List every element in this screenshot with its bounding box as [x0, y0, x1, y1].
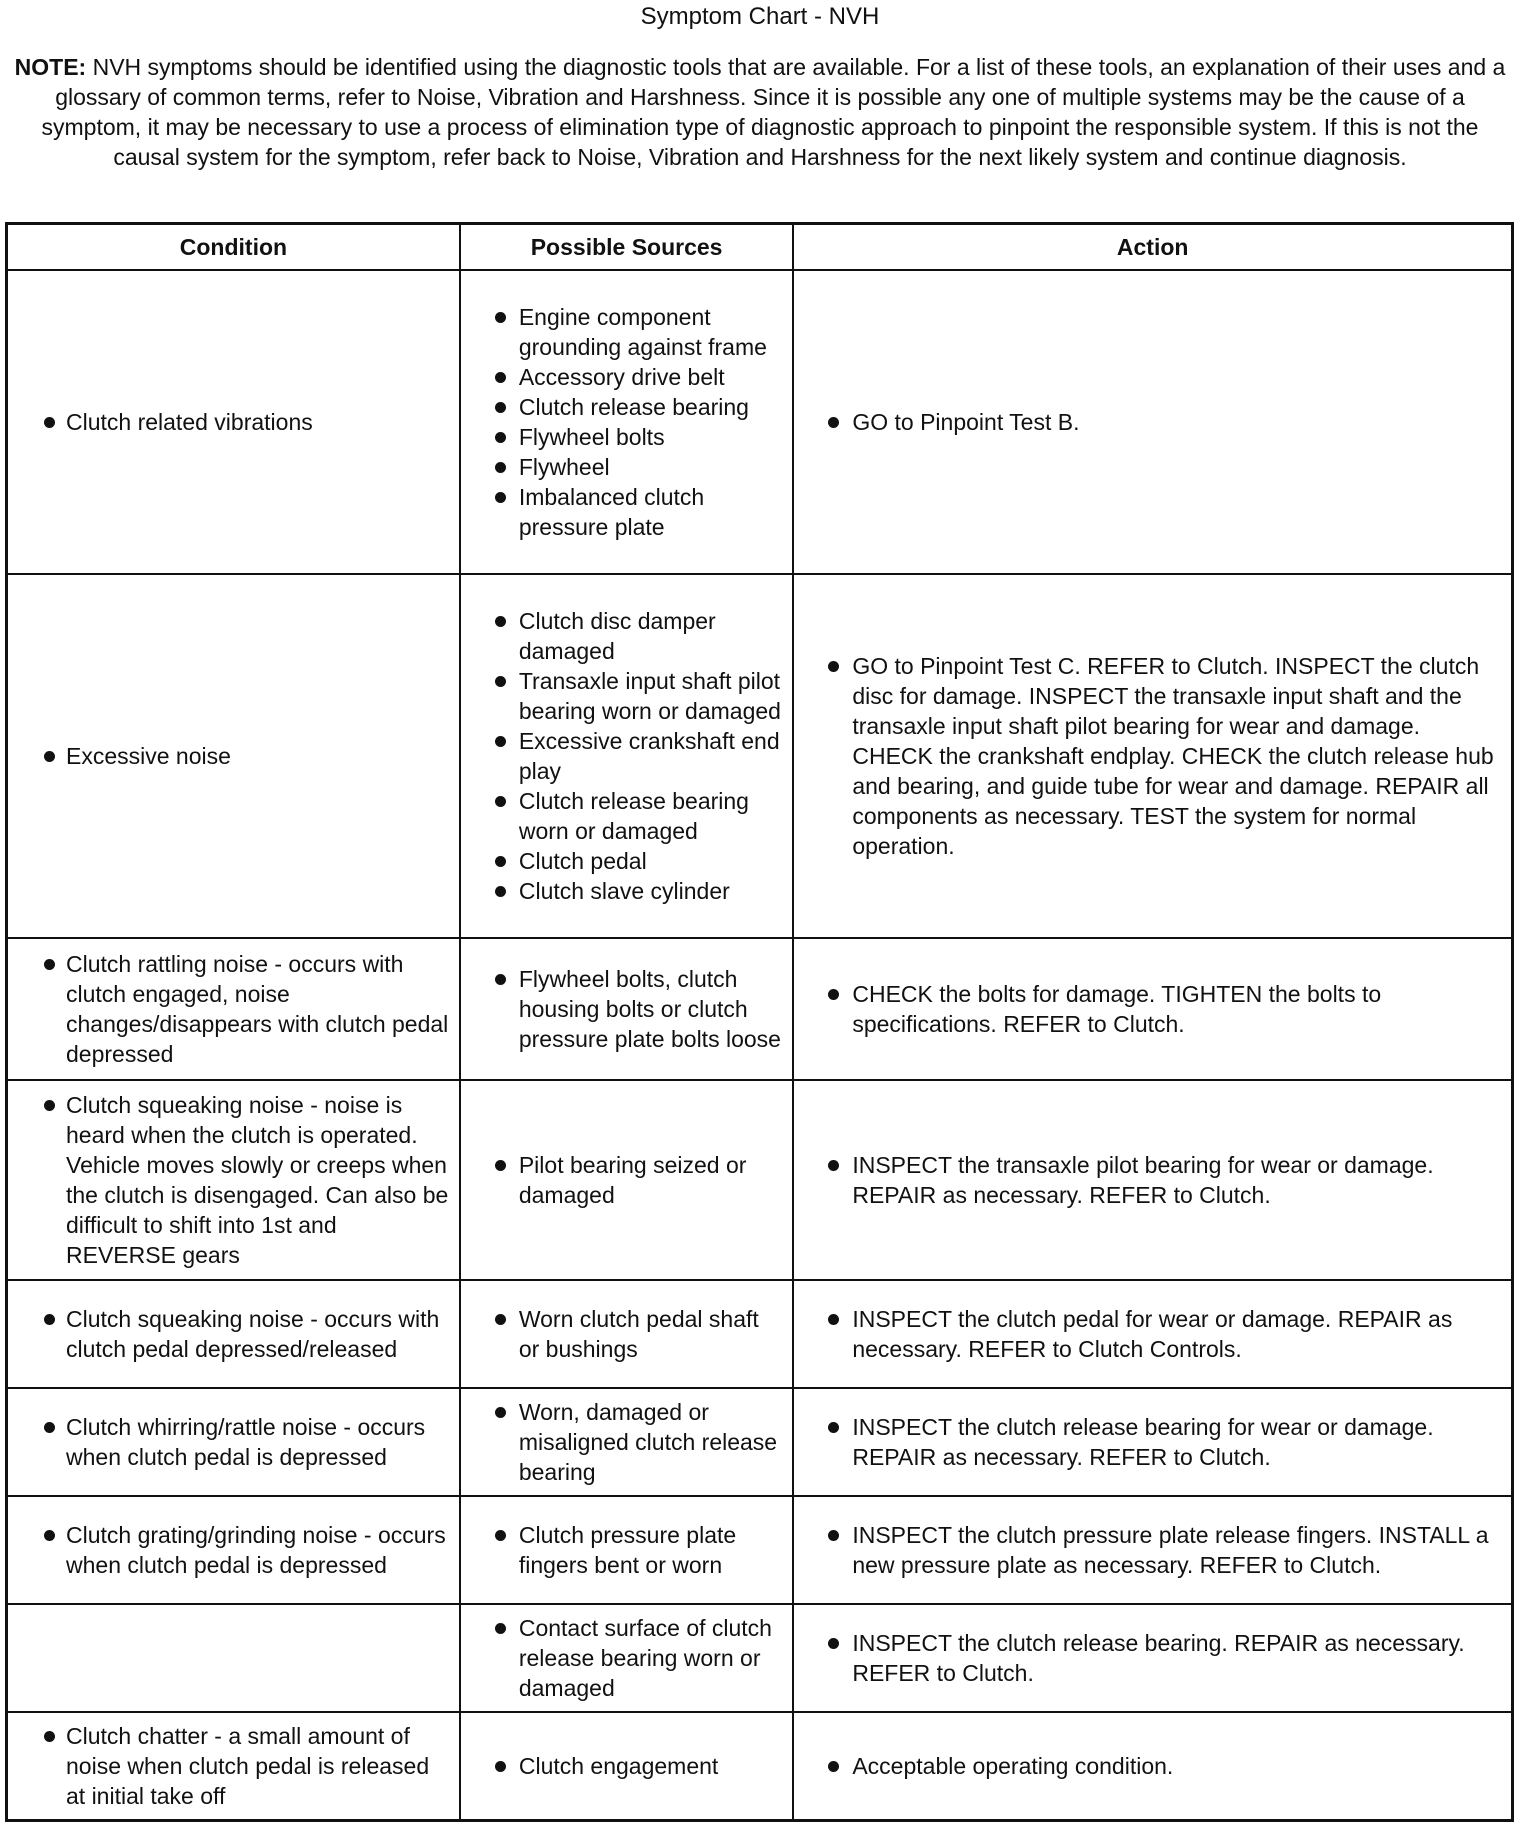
- source-item: Excessive crankshaft end play: [471, 726, 783, 786]
- possible-sources-cell: [460, 1080, 794, 1280]
- source-item: Flywheel bolts: [471, 422, 783, 452]
- symptom-chart-table: [5, 222, 1514, 1822]
- source-item: Worn, damaged or misaligned clutch release bearing: [471, 1397, 783, 1487]
- condition-text: Clutch whirring/rattle noise - occurs when clutch pedal is depressed: [18, 1412, 449, 1472]
- condition-cell: [7, 1604, 460, 1712]
- source-item: Flywheel bolts, clutch housing bolts or clutch pressure plate bolts loose: [471, 964, 783, 1054]
- action-text: INSPECT the clutch pressure plate release fingers. INSTALL a new pressure plate as necessary. REFER to Clutch.: [804, 1520, 1501, 1580]
- table-row: [7, 1604, 1513, 1712]
- condition-cell: [7, 1080, 460, 1280]
- source-item: Clutch pressure plate fingers bent or worn: [471, 1520, 783, 1580]
- table-row: [7, 938, 1513, 1080]
- condition-text: Clutch squeaking noise - occurs with clutch pedal depressed/released: [18, 1304, 449, 1364]
- condition-cell: [7, 938, 460, 1080]
- table-row: [7, 1712, 1513, 1820]
- source-item: Clutch slave cylinder: [471, 876, 783, 906]
- source-item: Transaxle input shaft pilot bearing worn or damaged: [471, 666, 783, 726]
- source-item: Clutch engagement: [471, 1751, 783, 1781]
- source-item: Clutch release bearing worn or damaged: [471, 786, 783, 846]
- possible-sources-cell: [460, 938, 794, 1080]
- source-item: Imbalanced clutch pressure plate: [471, 482, 783, 542]
- page-title: Symptom Chart - NVH: [640, 3, 880, 30]
- condition-cell: [7, 1280, 460, 1388]
- action-text: INSPECT the clutch pedal for wear or damage. REPAIR as necessary. REFER to Clutch Controls.: [804, 1304, 1501, 1364]
- action-text: GO to Pinpoint Test B.: [804, 407, 1501, 437]
- condition-text: Clutch chatter - a small amount of noise when clutch pedal is released at initial take off: [18, 1721, 449, 1811]
- source-item: Pilot bearing seized or damaged: [471, 1150, 783, 1210]
- action-cell: [793, 1080, 1512, 1280]
- source-item: Accessory drive belt: [471, 362, 783, 392]
- header-action: Action: [793, 224, 1512, 271]
- action-cell: [793, 270, 1512, 574]
- header-condition: Condition: [7, 224, 460, 271]
- condition-cell: [7, 270, 460, 574]
- action-cell: [793, 938, 1512, 1080]
- condition-cell: [7, 1496, 460, 1604]
- table-row: [7, 574, 1513, 938]
- action-text: INSPECT the transaxle pilot bearing for wear or damage. REPAIR as necessary. REFER to Clutch.: [804, 1150, 1501, 1210]
- action-text: INSPECT the clutch release bearing for wear or damage. REPAIR as necessary. REFER to Clutch.: [804, 1412, 1501, 1472]
- source-item: Flywheel: [471, 452, 783, 482]
- note-paragraph: [10, 52, 1510, 172]
- source-item: Clutch disc damper damaged: [471, 606, 783, 666]
- source-item: Contact surface of clutch release bearing worn or damaged: [471, 1613, 783, 1703]
- source-item: Worn clutch pedal shaft or bushings: [471, 1304, 783, 1364]
- action-cell: [793, 574, 1512, 938]
- condition-text: Excessive noise: [18, 741, 449, 771]
- header-possible-sources: Possible Sources: [460, 224, 794, 271]
- table-row: [7, 1496, 1513, 1604]
- action-text: GO to Pinpoint Test C. REFER to Clutch. INSPECT the clutch disc for damage. INSPECT the transaxle input shaft and the transaxle input shaft pilot bearing for wear and damage. CHECK the crankshaft endplay. CHECK the clutch release hub and bearing, and guide tube for wear and damage. REPAIR all components as necessary. TEST the system for normal operation.: [804, 651, 1501, 861]
- condition-text: Clutch squeaking noise - noise is heard when the clutch is operated. Vehicle moves slowly or creeps when the clutch is disengaged. Can also be difficult to shift into 1st and REVERSE gears: [18, 1090, 449, 1270]
- action-cell: [793, 1388, 1512, 1496]
- note-text: NVH symptoms should be identified using the diagnostic tools that are available. For a list of these tools, an explanation of their uses and a glossary of common terms, refer to Noise, Vibration and Harshness. Since it is possible any one of multiple systems may be the cause of a symptom, it may be necessary to use a process of elimination type of diagnostic approach to pinpoint the responsible system. If this is not the causal system for the symptom, refer back to Noise, Vibration and Harshness for the next likely system and continue diagnosis.: [41, 54, 1506, 170]
- source-item: Clutch pedal: [471, 846, 783, 876]
- condition-cell: [7, 1388, 460, 1496]
- table-body: [7, 270, 1513, 1820]
- table-row: [7, 1388, 1513, 1496]
- possible-sources-cell: [460, 574, 794, 938]
- condition-text: Clutch related vibrations: [18, 407, 449, 437]
- condition-text: Clutch grating/grinding noise - occurs when clutch pedal is depressed: [18, 1520, 449, 1580]
- action-cell: [793, 1604, 1512, 1712]
- source-item: Engine component grounding against frame: [471, 302, 783, 362]
- condition-text: Clutch rattling noise - occurs with clutch engaged, noise changes/disappears with clutch pedal depressed: [18, 949, 449, 1069]
- action-cell: [793, 1280, 1512, 1388]
- note-label: NOTE:: [14, 54, 87, 80]
- action-text: CHECK the bolts for damage. TIGHTEN the bolts to specifications. REFER to Clutch.: [804, 979, 1501, 1039]
- condition-cell: [7, 1712, 460, 1820]
- action-text: INSPECT the clutch release bearing. REPAIR as necessary. REFER to Clutch.: [804, 1628, 1501, 1688]
- possible-sources-cell: [460, 1280, 794, 1388]
- condition-cell: [7, 574, 460, 938]
- action-cell: [793, 1712, 1512, 1820]
- possible-sources-cell: [460, 1388, 794, 1496]
- table-row: [7, 1080, 1513, 1280]
- possible-sources-cell: [460, 270, 794, 574]
- action-text: Acceptable operating condition.: [804, 1751, 1501, 1781]
- table-row: [7, 270, 1513, 574]
- table-header-row: [7, 224, 1513, 271]
- table-row: [7, 1280, 1513, 1388]
- action-cell: [793, 1496, 1512, 1604]
- possible-sources-cell: [460, 1604, 794, 1712]
- possible-sources-cell: [460, 1712, 794, 1820]
- source-item: Clutch release bearing: [471, 392, 783, 422]
- possible-sources-cell: [460, 1496, 794, 1604]
